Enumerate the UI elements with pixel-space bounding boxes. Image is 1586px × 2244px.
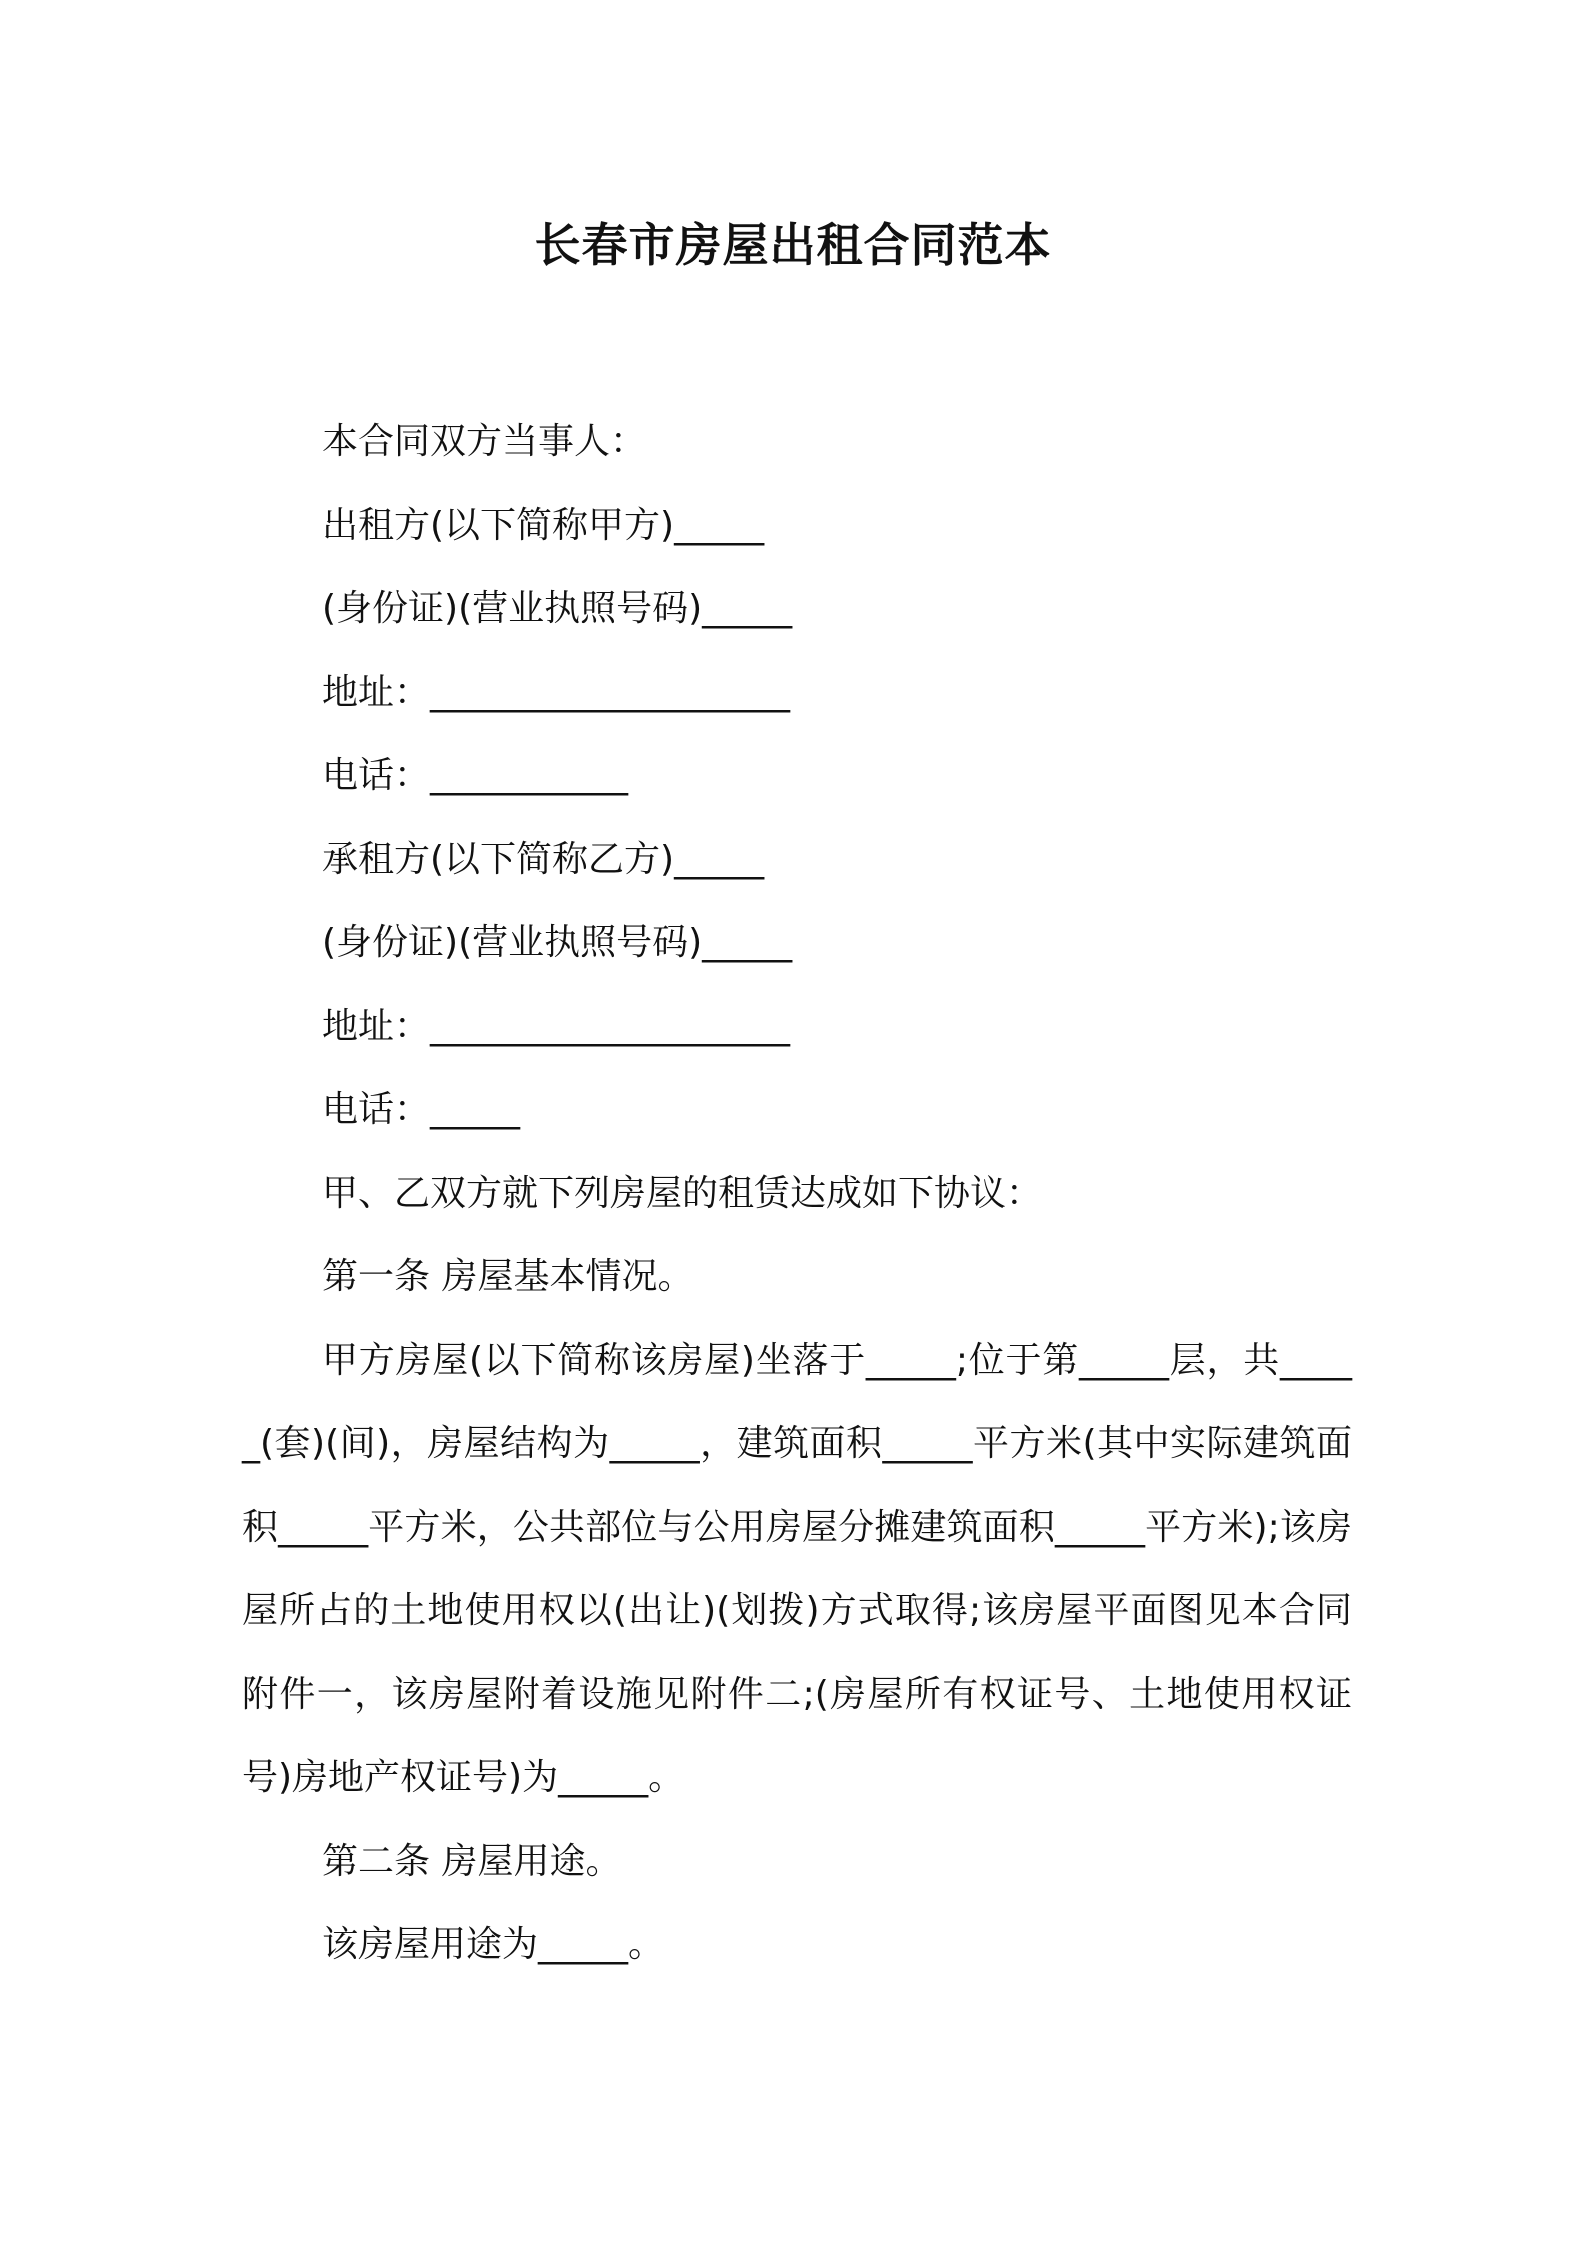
parties-intro: 本合同双方当事人：	[322, 421, 647, 462]
lessor-id-line: (身份证)(营业执照号码)_____	[322, 588, 793, 629]
lessor-name-line: 出租方(以下简称甲方)_____	[322, 504, 765, 546]
lessee-phone-line: 电话：_____	[322, 1089, 521, 1130]
lessor-phone-line: 电话：___________	[322, 755, 629, 796]
article-2-heading: 第二条 房屋用途。	[322, 1840, 622, 1882]
article-2-text: 该房屋用途为_____。	[322, 1924, 665, 1965]
lessor-address-line: 地址：____________________	[322, 671, 791, 713]
document-body	[242, 400, 1352, 1987]
article-1-paragraph: 甲方房屋(以下简称该房屋)坐落于_____;位于第_____层，共_____(套)(间)，房屋结构为_____，建筑面积_____平方米(其中实际建筑面积_____平方米，公共部位与公用房屋分摊建筑面积_____平方米);该房屋所占的土地使用权以(出让)(划拨)方式取得;该房屋平面图见本合同附件一，该房屋附着设施见附件二;(房屋所有权证号、土地使用权证号)房地产权证号)为_____。	[242, 1339, 1352, 1798]
document-title: 长春市房屋出租合同范本	[534, 218, 1052, 272]
article-1-heading: 第一条 房屋基本情况。	[322, 1256, 694, 1297]
lessee-id-line: (身份证)(营业执照号码)_____	[322, 922, 793, 963]
lessee-name-line: 承租方(以下简称乙方)_____	[322, 838, 765, 880]
lessee-address-line: 地址：____________________	[322, 1005, 791, 1047]
agreement-intro: 甲、乙双方就下列房屋的租赁达成如下协议：	[322, 1172, 1043, 1214]
